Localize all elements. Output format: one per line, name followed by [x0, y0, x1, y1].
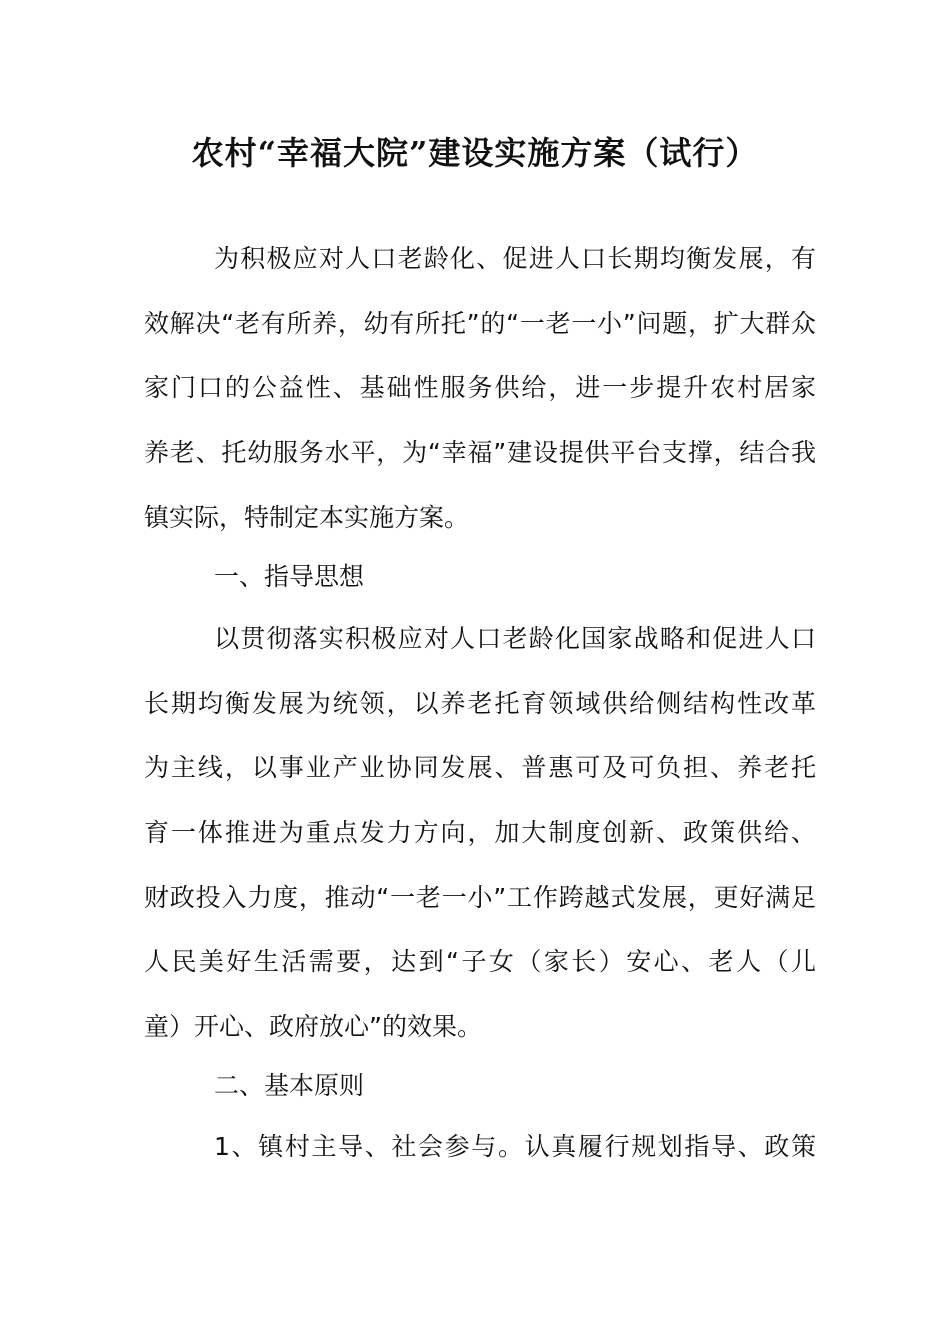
- section-heading: 一、指导思想: [214, 562, 365, 591]
- section-heading: 二、基本原则: [214, 1071, 365, 1100]
- paragraph-line: 为积极应对人口老龄化、促进人口长期均衡发展，有: [214, 244, 816, 273]
- paragraph-line: 家门口的公益性、基础性服务供给，进一步提升农村居家: [144, 373, 816, 402]
- paragraph-line: 人民美好生活需要，达到“子女（家长）安心、老人（儿: [144, 947, 816, 976]
- paragraph-line: 1、镇村主导、社会参与。认真履行规划指导、政策: [214, 1132, 816, 1161]
- paragraph-line: 育一体推进为重点发力方向，加大制度创新、政策供给、: [144, 818, 816, 847]
- paragraph-line: 童）开心、政府放心”的效果。: [144, 1012, 482, 1041]
- paragraph-line: 以贯彻落实积极应对人口老龄化国家战略和促进人口: [214, 624, 816, 653]
- paragraph-line: 养老、托幼服务水平，为“幸福”建设提供平台支撑，结合我: [144, 438, 816, 467]
- paragraph-line: 为主线，以事业产业协同发展、普惠可及可负担、养老托: [144, 753, 816, 782]
- document-title: 农村“幸福大院”建设实施方案（试行）: [191, 134, 759, 172]
- paragraph-line: 效解决“老有所养，幼有所托”的“一老一小”问题，扩大群众: [144, 309, 816, 338]
- paragraph-line: 财政投入力度，推动“一老一小”工作跨越式发展，更好满足: [144, 883, 816, 912]
- paragraph-line: 长期均衡发展为统领，以养老托育领域供给侧结构性改革: [144, 689, 816, 718]
- paragraph-line: 镇实际，特制定本实施方案。: [144, 503, 470, 532]
